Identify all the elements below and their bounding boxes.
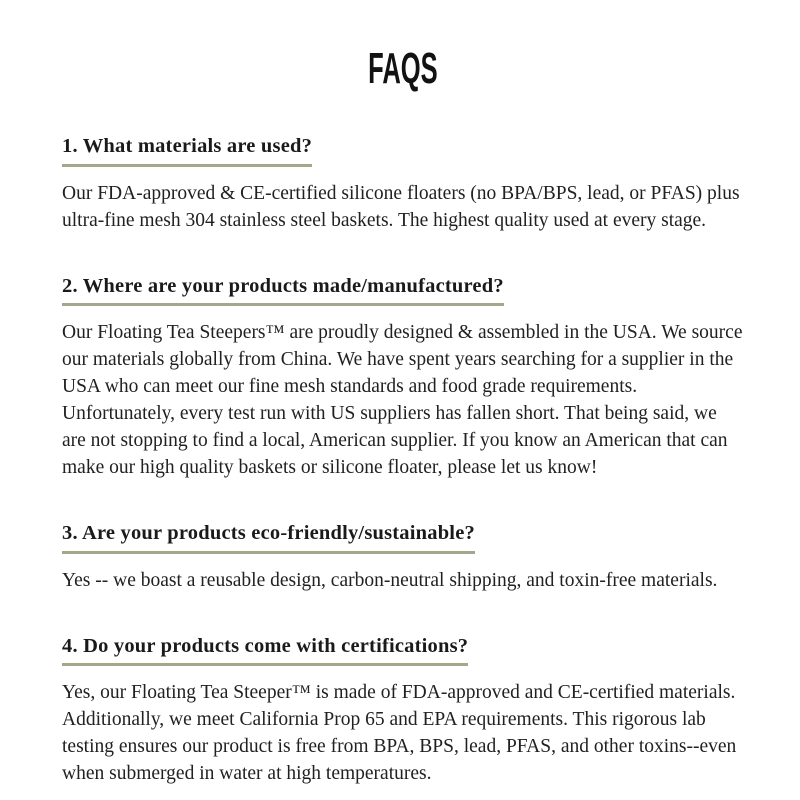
faq-question-3 — [62, 519, 744, 554]
faq-answer-3: Yes -- we boast a reusable design, carbon-neutral shipping, and toxin-free materials. — [62, 569, 718, 591]
faq-item-4 — [62, 632, 744, 788]
page-title-text: FAQS — [368, 44, 438, 93]
faq-answer-1: Our FDA-approved & CE-certified silicone floaters (no BPA/BPS, lead, or PFAS) plus ultra-fine mesh 304 stainless steel baskets. The highest quality used at every stage. — [62, 182, 740, 231]
faq-question-text: 4. Do your products come with certifications? — [62, 635, 468, 667]
faq-answer-2: Our Floating Tea Steepers™ are proudly designed & assembled in the USA. We source our materials globally from China. We have spent years searching for a supplier in the USA who can meet our fine mesh standards and food grade requirements. Unfortunately, every test run with US suppliers has fallen short. That being said, we are not stopping to find a local, American supplier. If you know an American that can make our high quality baskets or silicone floater, please let us know! — [62, 322, 743, 479]
faq-item-2 — [62, 272, 744, 482]
faq-question-text: 3. Are your products eco-friendly/sustainable? — [62, 522, 475, 554]
faq-question-text: 1. What materials are used? — [62, 135, 312, 167]
faq-question-text: 2. Where are your products made/manufactured? — [62, 275, 504, 307]
faq-answer-4: Yes, our Floating Tea Steeper™ is made of FDA-approved and CE-certified materials. Additionally, we meet California Prop 65 and EPA requirements. This rigorous lab testing ensures our product is free from BPA, BPS, lead, PFAS, and other toxins--even when submerged in water at high temperatures. — [62, 682, 737, 785]
faq-item-3 — [62, 519, 744, 594]
faq-item-1 — [62, 132, 744, 234]
page-title — [62, 44, 744, 93]
faq-question-4 — [62, 632, 744, 667]
faq-question-1 — [62, 132, 744, 167]
faq-question-2 — [62, 272, 744, 307]
